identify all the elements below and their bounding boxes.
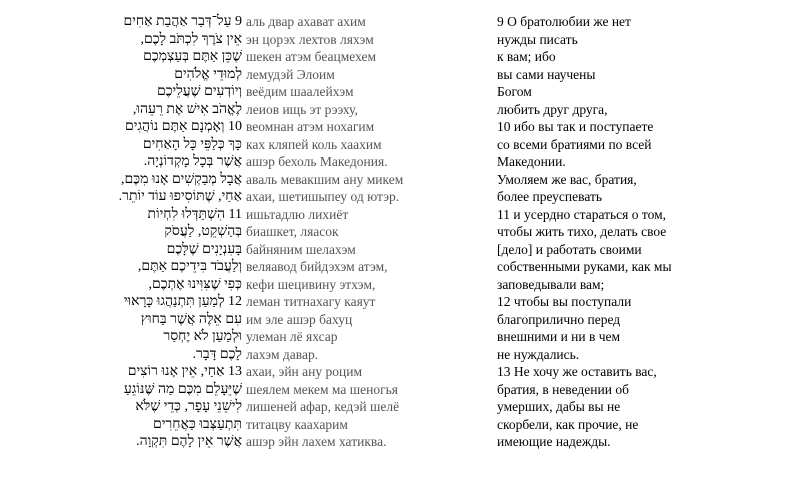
hebrew-line: לְמוּדֵי אֱלֹהִים xyxy=(174,66,242,82)
translit-line: веляавод бийдэхэм атэм, xyxy=(246,259,388,274)
hebrew-line: וּלְמַעַן לֹא יֶחְסַר xyxy=(163,329,242,344)
russian-line: заповедывали вам; xyxy=(497,276,605,292)
translit-line: леиов ищь эт рээху, xyxy=(246,101,358,117)
translit-line: им эле ашэр бахуц xyxy=(246,311,353,327)
translit-line: лишеней афар, кедэй шелё xyxy=(246,399,400,414)
translit-line: кефи шецивину этхэм, xyxy=(246,276,376,292)
russian-line: нужды писать xyxy=(497,31,578,47)
hebrew-line: כָּךְ כְּלַפֵּי כָּל הָאַחִים xyxy=(142,136,242,152)
russian-line: к вам; ибо xyxy=(497,49,556,64)
hebrew-line: 10 וְאָמְנָם אַתֶּם נוֹהֲגִים xyxy=(125,119,242,134)
russian-line: со всеми братиями по всей xyxy=(497,136,652,152)
russian-line: собственными руками, как мы xyxy=(497,259,672,274)
russian-line: вы сами научены xyxy=(497,66,596,82)
russian-line: Умоляем же вас, братия, xyxy=(497,171,637,187)
hebrew-line: בָּעִנְיָנִים שֶׁלָּכֶם xyxy=(166,241,242,257)
russian-line: чтобы жить тихо, делать свое xyxy=(497,224,667,239)
russian-line: 13 Не хочу же оставить вас, xyxy=(497,364,657,379)
translit-line: ахаи, шетишыпеу од ютэр. xyxy=(246,189,400,204)
russian-line: Богом xyxy=(497,84,532,99)
translit-line: шекен атэм беацмехем xyxy=(246,49,377,64)
hebrew-line: כְּפִי שֶׁצִּוִּינוּ אֶתְכֶם, xyxy=(148,276,242,292)
hebrew-column xyxy=(60,13,242,451)
hebrew-line: 13 אַחַי, אֵין אָנוּ רוֹצִים xyxy=(127,364,242,379)
hebrew-line: שֶׁיֵּעָלֵם מִכֶּם מַה שֶּׁנּוֹגֵעַ xyxy=(123,381,242,397)
russian-line: Македонии. xyxy=(497,154,566,169)
hebrew-line: עִם אֵלֶּה אֲשֶׁר בַּחוּץ xyxy=(140,311,242,327)
russian-line: [дело] и работать своими xyxy=(497,241,642,257)
hebrew-line: לָכֶם דָּבָר. xyxy=(192,346,242,362)
hebrew-line: וְיוֹדְעִים שֶׁעֲלֵיכֶם xyxy=(156,84,242,99)
hebrew-line: תִּתְעַצְּבוּ כַּאֲחֵרִים xyxy=(153,416,242,432)
hebrew-line: אַחַי, שֶׁתּוֹסִיפוּ עוֹד יוֹתֵר. xyxy=(118,189,242,204)
translit-line: ашэр бехоль Македония. xyxy=(246,154,388,169)
translit-line: улеман лё яхсар xyxy=(246,329,338,344)
translit-line: ашэр эйн лахем хатиква. xyxy=(246,434,387,449)
hebrew-line: 12 לְמַעַן תִּתְנַהֲגוּ כָּרָאוּי xyxy=(123,294,242,309)
translit-line: ишьтадлю лихиёт xyxy=(246,206,349,222)
hebrew-line: אֲשֶׁר אֵין לָהֶם תִּקְוָה. xyxy=(136,434,242,449)
russian-line: внешними и ни в чем xyxy=(497,329,621,344)
hebrew-line: לִישֵׁנֵי עָפָר, כְּדֵי שֶׁלֹּא xyxy=(135,399,242,414)
russian-line: благоприлично перед xyxy=(497,311,621,327)
hebrew-line: שֶׁכֵּן אַתֶּם בְּעַצְמְכֶם xyxy=(143,49,242,64)
translit-line: биашкет, ляасок xyxy=(246,224,339,239)
russian-line: скорбели, как прочие, не xyxy=(497,416,639,432)
translit-line: эн цорэх лехтов ляхэм xyxy=(246,31,374,47)
translit-line: аль двар ахават ахим xyxy=(246,14,366,29)
russian-line: не нуждались. xyxy=(497,346,580,362)
translit-line: шеялем мекем ма шеногья xyxy=(246,381,398,397)
hebrew-line: 9 עַל־דְּבַר אַהֲבַת אַחִים xyxy=(123,14,242,29)
russian-line: 11 и усердно стараться о том, xyxy=(497,206,666,222)
hebrew-line: אֲשֶׁר בְּכָל מָקְדוֹנְיָה. xyxy=(143,154,242,169)
russian-line: более преуспевать xyxy=(497,189,603,204)
hebrew-line: לֶאֱהֹב אִישׁ אֶת רֵעֵהוּ, xyxy=(132,101,242,117)
russian-column xyxy=(497,13,797,451)
translit-line: ках кляпей коль хаахим xyxy=(246,136,382,152)
translit-line: веёдим шаалейхэм xyxy=(246,84,354,99)
translit-line: лемудэй Элоим xyxy=(246,66,335,82)
translit-line: ахаи, эйн ану роцим xyxy=(246,364,362,379)
transliteration-column xyxy=(246,13,466,451)
hebrew-line: 11 הִשְׁתַּדְּלוּ לִחְיוֹת xyxy=(147,206,242,222)
hebrew-line: וְלַעֲבֹד בִּידֵיכֶם אַתֶּם, xyxy=(137,259,242,274)
hebrew-line: בְּהַשְׁקֵט, לַעֲסֹק xyxy=(164,224,242,239)
russian-line: любить друг друга, xyxy=(497,101,608,117)
hebrew-line: אֵין צֹרֶךְ לִכְתֹּב לָכֶם, xyxy=(140,31,242,47)
translit-line: титацву каахарим xyxy=(246,416,348,432)
russian-line: 12 чтобы вы поступали xyxy=(497,294,632,309)
translit-line: аваль мевакшим ану микем xyxy=(246,171,404,187)
russian-line: 9 О братолюбии же нет xyxy=(497,14,631,29)
russian-line: умерших, дабы вы не xyxy=(497,399,621,414)
hebrew-line: אֲבָל מְבַקְשִׁים אָנוּ מִכֶּם, xyxy=(121,171,242,187)
russian-line: имеющие надежды. xyxy=(497,434,611,449)
translit-line: байняним шелахэм xyxy=(246,241,356,257)
russian-line: 10 ибо вы так и поступаете xyxy=(497,119,654,134)
translit-line: лахэм давар. xyxy=(246,346,319,362)
translit-line: леман титнахагу каяут xyxy=(246,294,376,309)
translit-line: веомнан атэм нохагим xyxy=(246,119,375,134)
russian-line: братия, в неведении об xyxy=(497,381,629,397)
